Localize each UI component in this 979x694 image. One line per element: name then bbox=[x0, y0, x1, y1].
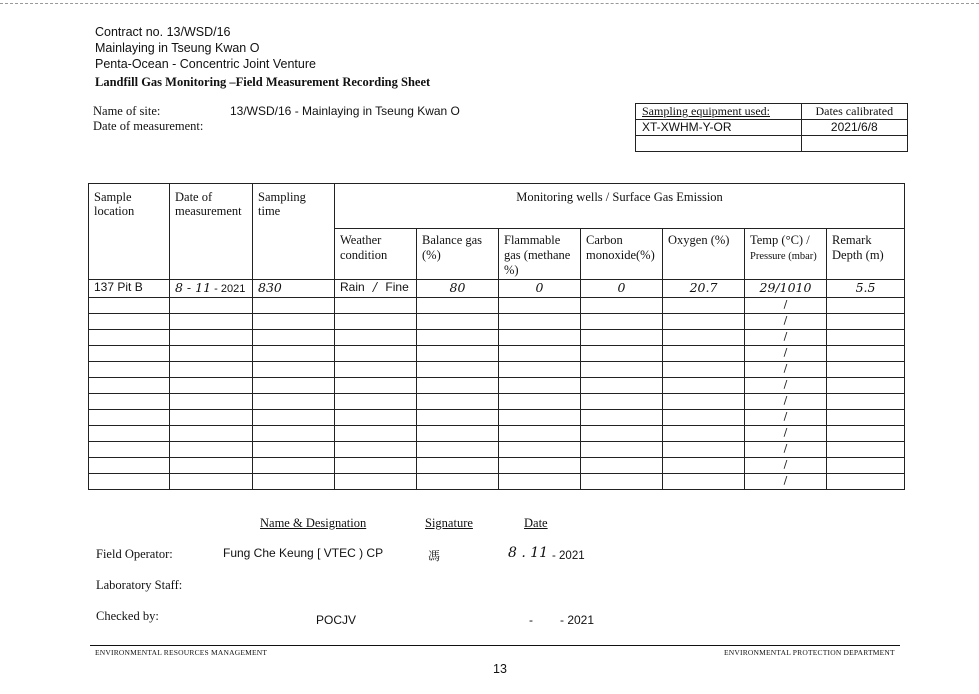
header-monitoring-group: Monitoring wells / Surface Gas Emission bbox=[335, 184, 905, 229]
cell-oxygen: 20.7 bbox=[663, 280, 745, 298]
field-operator-name: Fung Che Keung [ VTEC ) CP bbox=[223, 546, 384, 560]
table-row bbox=[89, 330, 905, 346]
measurement-date-label: Date of measurement: bbox=[93, 119, 204, 133]
cell-temp-pressure: 29/1010 bbox=[745, 280, 827, 298]
slash-mark: / bbox=[783, 346, 788, 359]
date-handwritten: 8 - 11 bbox=[175, 280, 212, 295]
weather-fine: Fine bbox=[385, 280, 409, 294]
project-name: Mainlaying in Tseung Kwan O bbox=[95, 41, 260, 55]
slash-mark: / bbox=[783, 442, 788, 455]
equipment-header: Sampling equipment used: bbox=[636, 104, 802, 120]
calibrated-header: Dates calibrated bbox=[801, 104, 907, 120]
weather-rain: Rain bbox=[340, 280, 365, 294]
header-remark: Remark Depth (m) bbox=[827, 229, 905, 280]
slash-mark: / bbox=[783, 378, 788, 391]
cell-time: 830 bbox=[253, 280, 335, 298]
cell-balance-gas: 80 bbox=[417, 280, 499, 298]
field-operator-date: 8 . 11 bbox=[508, 545, 549, 561]
slash-mark: / bbox=[783, 362, 788, 375]
scan-top-edge bbox=[0, 3, 979, 4]
checked-by-label: Checked by: bbox=[96, 609, 159, 623]
calibrated-value: 2021/6/8 bbox=[801, 120, 907, 136]
page-number: 13 bbox=[493, 662, 507, 676]
field-operator-signature: 馮 bbox=[428, 549, 441, 563]
table-row bbox=[89, 410, 905, 426]
table-row bbox=[89, 378, 905, 394]
signature-heading: Signature bbox=[425, 516, 473, 530]
footer-left: ENVIRONMENTAL RESOURCES MANAGEMENT bbox=[95, 648, 268, 657]
field-operator-label: Field Operator: bbox=[96, 547, 173, 561]
table-row bbox=[89, 442, 905, 458]
cell-date bbox=[170, 280, 253, 298]
header-weather: Weather condition bbox=[335, 229, 417, 280]
weather-separator: / bbox=[373, 280, 378, 294]
header-oxygen: Oxygen (%) bbox=[663, 229, 745, 280]
contractor-name: Penta-Ocean - Concentric Joint Venture bbox=[95, 57, 316, 71]
contract-number: Contract no. 13/WSD/16 bbox=[95, 25, 231, 39]
table-row bbox=[89, 346, 905, 362]
table-row bbox=[89, 362, 905, 378]
lab-staff-label: Laboratory Staff: bbox=[96, 578, 183, 592]
site-name-label: Name of site: bbox=[93, 104, 161, 118]
equipment-empty-cell bbox=[801, 136, 907, 152]
table-row bbox=[89, 298, 905, 314]
table-row bbox=[89, 394, 905, 410]
name-designation-heading: Name & Designation bbox=[260, 516, 367, 530]
cell-flammable: 0 bbox=[499, 280, 581, 298]
footer-rule bbox=[90, 645, 900, 646]
slash-mark: / bbox=[783, 314, 788, 327]
table-row bbox=[89, 280, 905, 298]
cell-remark: 5.5 bbox=[827, 280, 905, 298]
slash-mark: / bbox=[783, 426, 788, 439]
slash-mark: / bbox=[783, 474, 788, 487]
site-name-value: 13/WSD/16 - Mainlaying in Tseung Kwan O bbox=[230, 104, 460, 118]
header-balance-gas: Balance gas (%) bbox=[417, 229, 499, 280]
checked-by-name: POCJV bbox=[316, 613, 357, 627]
table-row bbox=[89, 314, 905, 330]
date-year: - 2021 bbox=[214, 283, 246, 295]
header-flammable-gas: Flammable gas (methane %) bbox=[499, 229, 581, 280]
sheet-title: Landfill Gas Monitoring –Field Measurement Recording Sheet bbox=[95, 75, 431, 89]
equipment-empty-cell bbox=[636, 136, 802, 152]
header-carbon-monoxide: Carbon monoxide(%) bbox=[581, 229, 663, 280]
header-sampling-time: Sampling time bbox=[253, 184, 335, 280]
footer-right: ENVIRONMENTAL PROTECTION DEPARTMENT bbox=[724, 648, 895, 657]
cell-weather bbox=[335, 280, 417, 298]
header-temp: Temp (°C) / bbox=[750, 233, 810, 247]
cell-location: 137 Pit B bbox=[89, 280, 170, 298]
equipment-value: XT-XWHM-Y-OR bbox=[636, 120, 802, 136]
slash-mark: / bbox=[783, 394, 788, 407]
cell-carbon-monoxide: 0 bbox=[581, 280, 663, 298]
measurement-table bbox=[88, 183, 905, 490]
header-sample-location: Sample location bbox=[89, 184, 170, 280]
table-row bbox=[89, 426, 905, 442]
checked-by-date-dash: - bbox=[529, 613, 533, 627]
equipment-table bbox=[635, 103, 908, 152]
header-temp-pressure bbox=[745, 229, 827, 280]
slash-mark: / bbox=[783, 410, 788, 423]
table-row bbox=[89, 474, 905, 490]
slash-mark: / bbox=[783, 298, 788, 311]
header-date-of-measurement: Date of measurement bbox=[170, 184, 253, 280]
checked-by-year: - 2021 bbox=[560, 613, 595, 627]
header-pressure: Pressure (mbar) bbox=[750, 251, 817, 262]
field-operator-year: - 2021 bbox=[552, 550, 585, 562]
slash-mark: / bbox=[783, 458, 788, 471]
slash-mark: / bbox=[783, 330, 788, 343]
table-row bbox=[89, 458, 905, 474]
date-heading: Date bbox=[524, 516, 548, 530]
